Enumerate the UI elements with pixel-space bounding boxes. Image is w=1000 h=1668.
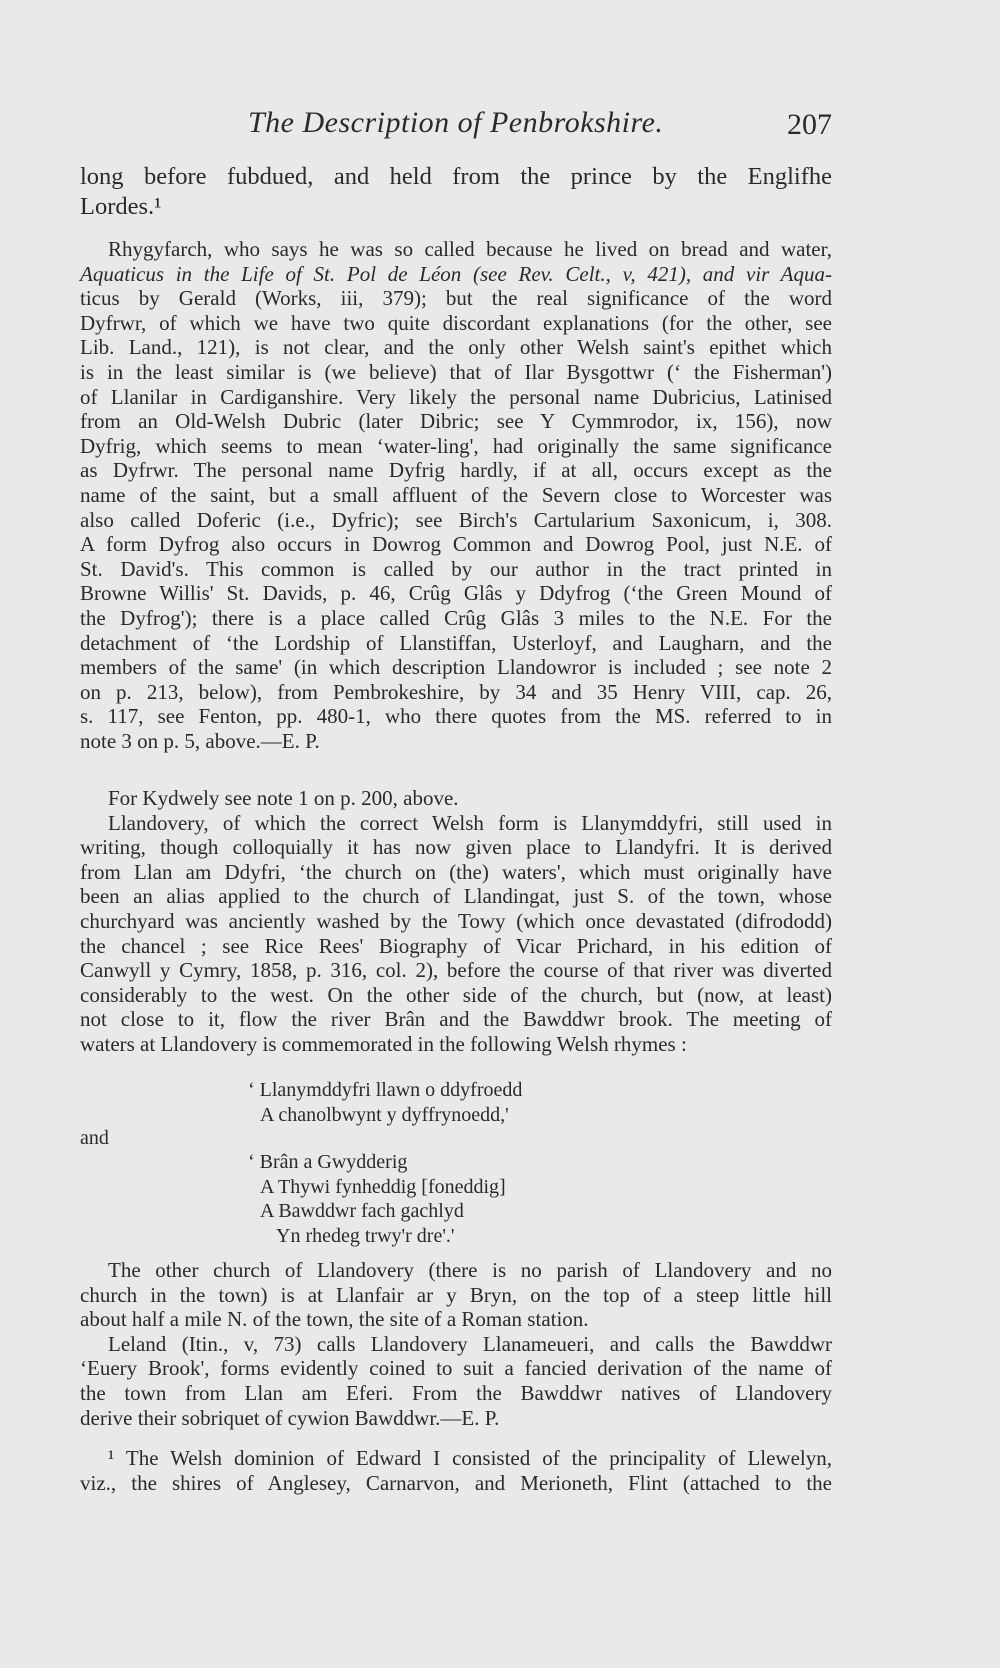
connective-word: and (80, 1127, 109, 1149)
verse-line: A Thywi fynheddig [foneddig] (260, 1175, 506, 1198)
note-line: of Llanilar in Cardiganshire. Very likely the personal name Dubricius, Latinised (80, 384, 832, 409)
running-head (80, 106, 832, 146)
note-line: ‘Euery Brook', forms evidently coined to suit a fancied derivation of the name of (80, 1356, 832, 1381)
welsh-rhyme-1 (80, 1078, 832, 1127)
verse-line: A chanolbwynt y dyffrynoedd,' (260, 1103, 509, 1126)
note-line: Lib. Land., 121), is not clear, and the only other Welsh saint's epithet which (80, 335, 832, 360)
note-line: derive their sobriquet of cywion Bawddwr.—E. P. (80, 1405, 500, 1430)
note-line: writing, though colloquially it has now given place to Llandyfri. It is derived (80, 835, 832, 860)
note-line: waters at Llandovery is commemorated in the following Welsh rhymes : (80, 1031, 687, 1056)
note-line: St. David's. This common is called by our author in the tract printed in (80, 556, 832, 581)
verse-line: ‘ Llanymddyfri llawn o ddyfroedd (248, 1079, 523, 1101)
note-line: the town from Llan am Eferi. From the Bawddwr natives of Llandovery (80, 1380, 832, 1405)
note-line: s. 117, see Fenton, pp. 480-1, who there quotes from the MS. referred to in (80, 704, 832, 729)
note-line: about half a mile N. of the town, the site of a Roman station. (80, 1307, 589, 1332)
note-line: churchyard was anciently washed by the Towy (which once devastated (difrododd) (80, 908, 832, 933)
note-line: For Kydwely see note 1 on p. 200, above. (108, 786, 459, 810)
welsh-rhyme-2 (80, 1150, 832, 1248)
page-number: 207 (787, 108, 832, 141)
note-line: been an alias applied to the church of Llandingat, just S. of the town, whose (80, 884, 832, 909)
note-line: ticus by Gerald (Works, iii, 379); but the real significance of the word (80, 286, 832, 311)
note-line: A form Dyfrog also occurs in Dowrog Common and Dowrog Pool, just N.E. of (80, 532, 832, 557)
note-line: Browne Willis' St. Davids, p. 46, Crûg Glâs y Ddyfrog (‘the Green Mound of (80, 581, 832, 606)
note-line: note 3 on p. 5, above.—E. P. (80, 728, 320, 753)
footnote-line: ¹ The Welsh dominion of Edward I consisted of the principality of Llewelyn, (108, 1446, 832, 1470)
note-line: not close to it, flow the river Brân and the Bawddwr brook. The meeting of (80, 1007, 832, 1032)
note-line: from Llan am Ddyfri, ‘the church on (the) waters', which must originally have (80, 859, 832, 884)
note-block-rhygyfarch (80, 237, 832, 753)
note-line: Dyfrig, which seems to mean ‘water-ling', had originally the same significance (80, 433, 832, 458)
note-line: Leland (Itin., v, 73) calls Llandovery Llanameueri, and calls the Bawddwr (108, 1331, 832, 1356)
verse-line: ‘ Brân a Gwydderig (248, 1151, 408, 1173)
note-line: The other church of Llandovery (there is no parish of Llandovery and no (108, 1258, 832, 1282)
note-line: also called Doferic (i.e., Dyfric); see Birch's Cartularium Saxonicum, i, 308. (80, 507, 832, 532)
note-line: detachment of ‘the Lordship of Llanstiffan, Usterloyf, and Laugharn, and the (80, 630, 832, 655)
note-line: on p. 213, below), from Pembrokeshire, by 34 and 35 Henry VIII, cap. 26, (80, 679, 832, 704)
note-line: church in the town) is at Llanfair ar y Bryn, on the top of a steep little hill (80, 1282, 832, 1307)
note-line: Canwyll y Cymry, 1858, p. 316, col. 2), before the course of that river was diverted (80, 958, 832, 983)
main-text (80, 162, 832, 222)
note-block-churches (80, 1258, 832, 1430)
footnote (80, 1446, 832, 1495)
note-line: Aquaticus in the Life of St. Pol de Léon (see Rev. Celt., v, 421), and vir Aqua- (80, 261, 832, 286)
note-line: Rhygyfarch, who says he was so called because he lived on bread and water, (108, 237, 832, 261)
note-line: from an Old-Welsh Dubric (later Dibric; see Y Cymmrodor, ix, 156), now (80, 409, 832, 434)
note-line: Dyfrwr, of which we have two quite discordant explanations (for the other, see (80, 310, 832, 335)
note-line: the Dyfrog'); there is a place called Crûg Glâs 3 miles to the N.E. For the (80, 605, 832, 630)
note-line: considerably to the west. On the other side of the church, but (now, at least) (80, 982, 832, 1007)
text-line: Lordes.¹ (80, 193, 162, 220)
note-line: is in the least similar is (we believe) that of Ilar Bysgottwr (‘ the Fisherman') (80, 359, 832, 384)
note-line: Llandovery, of which the correct Welsh form is Llanymddyfri, still used in (108, 810, 832, 835)
note-line: as Dyfrwr. The personal name Dyfrig hardly, if at all, occurs except as the (80, 458, 832, 483)
note-block-llandovery (80, 786, 832, 1057)
note-line: name of the saint, but a small affluent of the Severn close to Worcester was (80, 482, 832, 507)
text-line: long before fubdued, and held from the prince by the Englifhe (80, 163, 832, 190)
note-line: members of the same' (in which description Llandowror is included ; see note 2 (80, 655, 832, 680)
note-line: the chancel ; see Rice Rees' Biography of Vicar Prichard, in his edition of (80, 933, 832, 958)
footnote-line: viz., the shires of Anglesey, Carnarvon, and Merioneth, Flint (attached to the (80, 1470, 832, 1495)
verse-line: A Bawddwr fach gachlyd (260, 1200, 464, 1223)
running-title: The Description of Penbrokshire. (248, 106, 664, 139)
verse-line: Yn rhedeg trwy'r dre'.' (276, 1224, 455, 1247)
